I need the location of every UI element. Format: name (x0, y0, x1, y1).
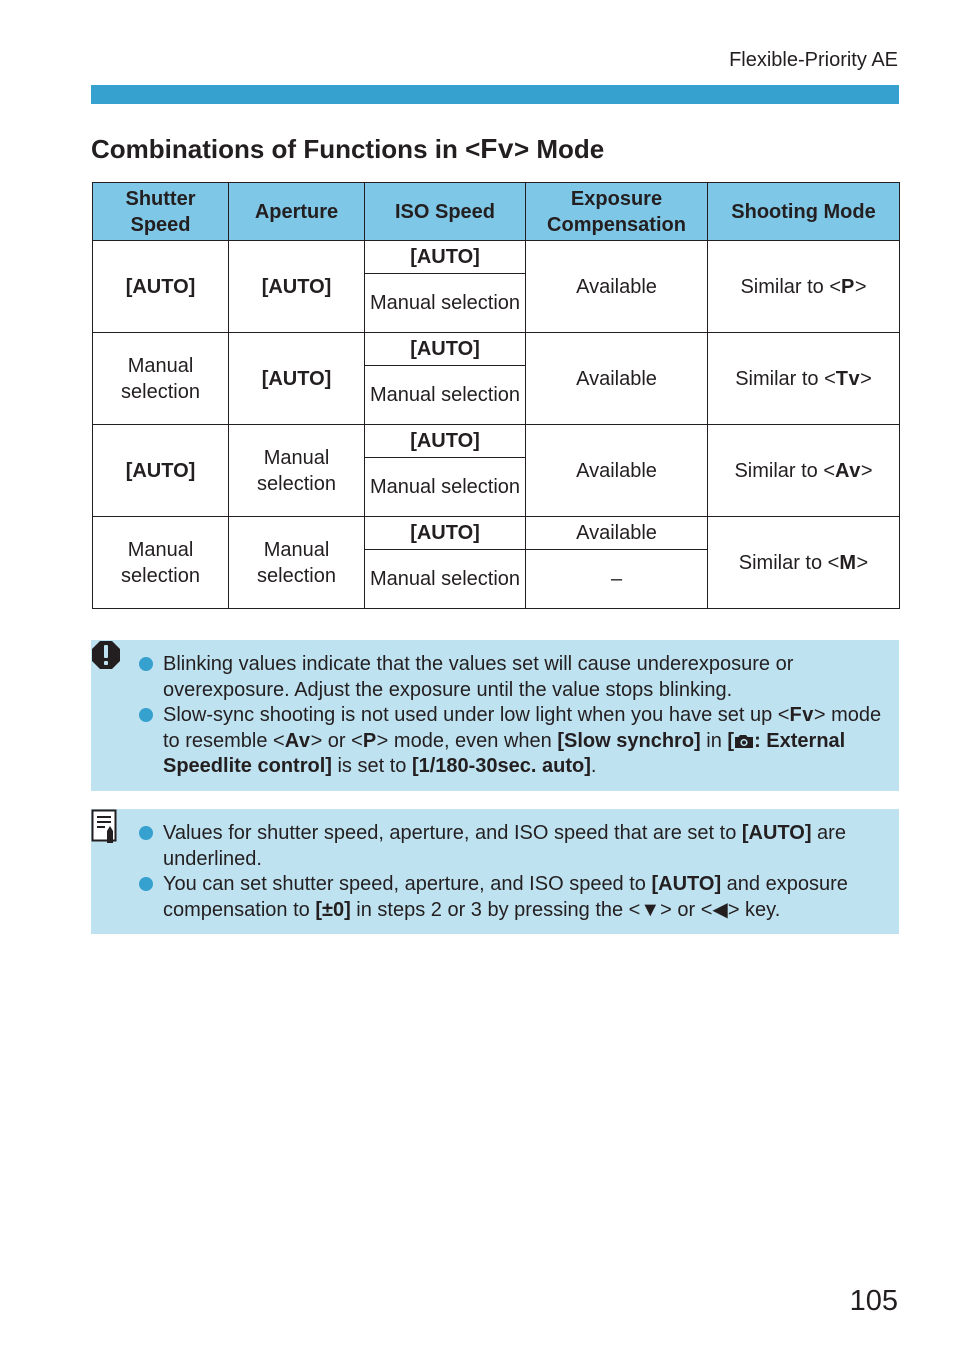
mode-suffix: > (860, 459, 873, 482)
text-run: > mode, even when (376, 729, 558, 752)
cell-iso-auto: [AUTO] (365, 425, 526, 458)
list-item (139, 652, 884, 703)
table-row (93, 425, 900, 458)
bullet-icon (139, 657, 153, 671)
mode-prefix: Similar to < (735, 367, 836, 390)
header-exposure-compensation: Exposure Compensation (526, 183, 708, 241)
page-number: 105 (849, 1285, 898, 1317)
memo-box (91, 809, 899, 934)
menu-ref: : External Speedlite control] (163, 729, 846, 777)
tv-mode-icon: Tv (835, 367, 861, 390)
camera-icon (734, 733, 754, 749)
memo-list (139, 821, 884, 923)
setting-ref: [AUTO] (741, 822, 812, 844)
text-run: in steps 2 or 3 by pressing the < (350, 898, 641, 921)
fv-mode-icon: Fv (480, 133, 514, 164)
text-run: Values for shutter speed, aperture, and ISO speed that are set to (163, 822, 742, 844)
cell-iso-manual: Manual selection (365, 366, 526, 425)
cell-exposure-compensation: Available (526, 517, 708, 550)
mode-suffix: > (856, 551, 869, 574)
mode-suffix: > (860, 367, 872, 390)
header-shutter-speed: Shutter Speed (93, 183, 229, 241)
cell-aperture: Manual selection (229, 425, 365, 517)
mode-suffix: > (854, 275, 867, 298)
left-key-icon: ◀ (712, 898, 728, 921)
mode-prefix: Similar to < (740, 275, 842, 298)
cell-shooting-mode (708, 517, 900, 609)
m-mode-icon: M (839, 551, 857, 574)
text-run: Slow-sync shooting is not used under low light when you have set up < (163, 704, 790, 726)
text-run: You can set shutter speed, aperture, and ISO speed to (163, 873, 652, 895)
menu-ref: [ (727, 729, 735, 752)
cell-aperture: Manual selection (229, 517, 365, 609)
function-combinations-table (92, 182, 900, 609)
text-run: and exposure compensation to (163, 873, 848, 921)
header-aperture: Aperture (229, 183, 365, 241)
cell-shooting-mode (708, 333, 900, 425)
text-run: > or < (310, 729, 363, 752)
down-key-icon: ▼ (640, 898, 661, 921)
fv-mode-icon: Fv (789, 704, 814, 726)
cell-exposure-compensation: Available (526, 333, 708, 425)
text-run: > or < (660, 898, 713, 921)
text-run: > key. (727, 898, 781, 921)
cell-iso-auto: [AUTO] (365, 517, 526, 550)
setting-ref: [±0] (315, 898, 351, 921)
cell-iso-manual: Manual selection (365, 550, 526, 609)
av-mode-icon: Av (835, 459, 861, 482)
memo-text (163, 873, 848, 921)
caution-box (91, 640, 899, 791)
running-header: Flexible-Priority AE (729, 49, 898, 71)
cell-exposure-compensation: – (526, 550, 708, 609)
mode-prefix: Similar to < (738, 551, 840, 574)
cell-iso-auto: [AUTO] (365, 333, 526, 366)
p-mode-icon: P (841, 275, 855, 298)
text-run: is set to (331, 755, 412, 777)
memo-icon (91, 809, 119, 845)
caution-text: Blinking values indicate that the values set will cause underexposure or overexposure. Adjust the exposure until the value stops blinking. (163, 653, 794, 701)
title-suffix: > Mode (513, 134, 605, 164)
p-mode-icon: P (362, 729, 377, 752)
bullet-icon (139, 826, 153, 840)
cell-exposure-compensation: Available (526, 425, 708, 517)
caution-text (163, 704, 881, 777)
cell-aperture: [AUTO] (229, 333, 365, 425)
title-prefix: Combinations of Functions in < (91, 134, 481, 164)
cell-iso-manual: Manual selection (365, 458, 526, 517)
bullet-icon (139, 877, 153, 891)
mode-prefix: Similar to < (734, 459, 836, 482)
caution-icon (91, 640, 121, 670)
cell-iso-auto: [AUTO] (365, 241, 526, 274)
list-item (139, 872, 884, 923)
cell-shutter-speed: [AUTO] (93, 241, 229, 333)
cell-aperture: [AUTO] (229, 241, 365, 333)
section-title (91, 133, 604, 165)
setting-ref: [AUTO] (651, 873, 722, 895)
table-row (93, 241, 900, 274)
list-item (139, 703, 884, 780)
cell-shooting-mode (708, 241, 900, 333)
list-item (139, 821, 884, 872)
av-mode-icon: Av (284, 729, 311, 752)
text-run: > mode to resemble < (163, 704, 882, 752)
menu-ref: [Slow synchro] (557, 729, 701, 752)
text-run: are underlined. (163, 822, 846, 870)
header-bar (91, 85, 899, 104)
cell-shutter-speed: [AUTO] (93, 425, 229, 517)
cell-shutter-speed: Manual selection (93, 517, 229, 609)
text-run: in (700, 729, 728, 752)
caution-list (139, 652, 884, 780)
cell-iso-manual: Manual selection (365, 274, 526, 333)
memo-text (163, 822, 846, 870)
table-header-row (93, 183, 900, 241)
setting-ref: [1/180-30sec. auto] (411, 755, 591, 777)
header-iso-speed: ISO Speed (365, 183, 526, 241)
cell-shooting-mode (708, 425, 900, 517)
text-run: . (590, 755, 597, 777)
cell-shutter-speed: Manual selection (93, 333, 229, 425)
bullet-icon (139, 708, 153, 722)
cell-exposure-compensation: Available (526, 241, 708, 333)
header-shooting-mode: Shooting Mode (708, 183, 900, 241)
table-row (93, 333, 900, 366)
table-row (93, 517, 900, 550)
